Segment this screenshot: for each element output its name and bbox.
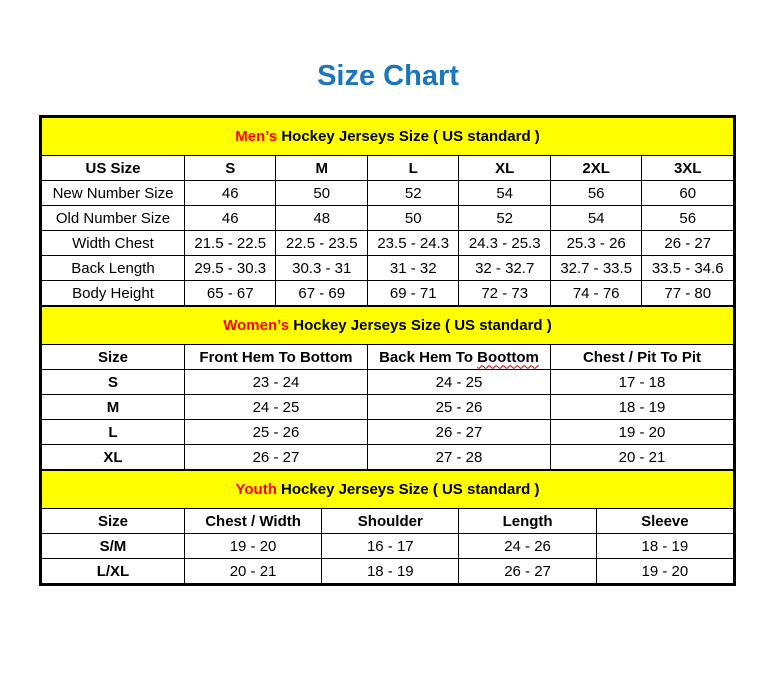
row-label: S (42, 370, 185, 395)
row-label: L/XL (42, 559, 185, 584)
column-header-label: 2XL (582, 159, 610, 177)
section-title-row-youth (42, 471, 734, 509)
row-label: New Number Size (42, 181, 185, 206)
section-title-row-mens (42, 118, 734, 156)
column-header-youth-3 (459, 509, 596, 534)
data-cell: 17 - 18 (550, 370, 733, 395)
data-cell: 54 (459, 181, 550, 206)
header-row-womens (42, 345, 734, 370)
data-cell: 24 - 25 (367, 370, 550, 395)
data-cell: 24 - 26 (459, 534, 596, 559)
data-cell: 32 - 32.7 (459, 256, 550, 281)
data-cell: 21.5 - 22.5 (185, 231, 276, 256)
column-header-label: Back Hem To (379, 348, 478, 366)
data-cell: 56 (550, 181, 641, 206)
table-row-mens-newnumbersize (42, 181, 734, 206)
table-row-womens-s (42, 370, 734, 395)
column-header-label: Sleeve (641, 512, 689, 530)
column-header-label: S (225, 159, 236, 177)
data-cell: 46 (185, 206, 276, 231)
table-row-mens-widthchest (42, 231, 734, 256)
size-chart-tables (39, 115, 736, 586)
data-cell: 22.5 - 23.5 (276, 231, 367, 256)
data-cell: 19 - 20 (596, 559, 733, 584)
column-header-youth-2 (322, 509, 459, 534)
section-title-accent: Women’s (223, 317, 290, 334)
column-header-youth-0 (42, 509, 185, 534)
column-header-womens-2 (367, 345, 550, 370)
section-title-text: Hockey Jerseys Size ( US standard ) (289, 317, 552, 334)
data-cell: 27 - 28 (367, 445, 550, 470)
column-header-mens-2 (276, 156, 367, 181)
data-cell: 18 - 19 (596, 534, 733, 559)
data-cell: 50 (276, 181, 367, 206)
size-table-womens (41, 306, 734, 470)
table-row-mens-bodyheight (42, 281, 734, 306)
column-header-label: Size (97, 348, 128, 366)
header-row-youth (42, 509, 734, 534)
table-row-mens-backlength (42, 256, 734, 281)
header-row-mens (42, 156, 734, 181)
data-cell: 74 - 76 (550, 281, 641, 306)
page-title: Size Chart (317, 60, 459, 92)
column-header-label: US Size (85, 159, 141, 177)
data-cell: 65 - 67 (185, 281, 276, 306)
data-cell: 19 - 20 (184, 534, 321, 559)
column-header-womens-1 (184, 345, 367, 370)
section-title-mens (42, 118, 734, 156)
data-cell: 26 - 27 (184, 445, 367, 470)
size-table-mens (41, 117, 734, 306)
row-label: L (42, 420, 185, 445)
column-header-label: M (315, 159, 328, 177)
section-title-row-womens (42, 307, 734, 345)
column-header-typo: Boottom (477, 348, 539, 366)
column-header-label: Front Hem To Bottom (199, 348, 353, 366)
data-cell: 67 - 69 (276, 281, 367, 306)
data-cell: 48 (276, 206, 367, 231)
column-header-youth-1 (184, 509, 321, 534)
data-cell: 72 - 73 (459, 281, 550, 306)
section-title-womens (42, 307, 734, 345)
section-title-accent: Youth (235, 481, 277, 498)
data-cell: 26 - 27 (459, 559, 596, 584)
table-row-womens-xl (42, 445, 734, 470)
column-header-label: 3XL (673, 159, 702, 177)
data-cell: 52 (367, 181, 458, 206)
data-cell: 30.3 - 31 (276, 256, 367, 281)
data-cell: 56 (642, 206, 734, 231)
column-header-label: L (408, 159, 418, 177)
data-cell: 69 - 71 (367, 281, 458, 306)
data-cell: 32.7 - 33.5 (550, 256, 641, 281)
data-cell: 77 - 80 (642, 281, 734, 306)
data-cell: 26 - 27 (367, 420, 550, 445)
row-label: S/M (42, 534, 185, 559)
data-cell: 46 (185, 181, 276, 206)
data-cell: 18 - 19 (550, 395, 733, 420)
row-label: Body Height (42, 281, 185, 306)
column-header-label: Length (502, 512, 553, 530)
section-title-text: Hockey Jerseys Size ( US standard ) (276, 481, 540, 498)
table-row-mens-oldnumbersize (42, 206, 734, 231)
row-label: Width Chest (42, 231, 185, 256)
column-header-mens-3 (367, 156, 458, 181)
data-cell: 33.5 - 34.6 (642, 256, 734, 281)
column-header-label: Shoulder (357, 512, 423, 530)
row-label: Old Number Size (42, 206, 185, 231)
column-header-womens-0 (42, 345, 185, 370)
data-cell: 25 - 26 (367, 395, 550, 420)
column-header-mens-0 (42, 156, 185, 181)
section-title-text: Hockey Jerseys Size ( US standard ) (277, 128, 540, 145)
section-title-accent: Men’s (235, 128, 278, 145)
column-header-womens-3 (550, 345, 733, 370)
data-cell: 24 - 25 (184, 395, 367, 420)
data-cell: 26 - 27 (642, 231, 734, 256)
data-cell: 20 - 21 (184, 559, 321, 584)
row-label: XL (42, 445, 185, 470)
column-header-youth-4 (596, 509, 733, 534)
data-cell: 25.3 - 26 (550, 231, 641, 256)
data-cell: 50 (367, 206, 458, 231)
table-row-youth-sm (42, 534, 734, 559)
column-header-mens-5 (550, 156, 641, 181)
data-cell: 23.5 - 24.3 (367, 231, 458, 256)
data-cell: 16 - 17 (322, 534, 459, 559)
data-cell: 19 - 20 (550, 420, 733, 445)
column-header-label: Chest / Width (205, 512, 301, 530)
data-cell: 20 - 21 (550, 445, 733, 470)
table-row-womens-l (42, 420, 734, 445)
row-label: Back Length (42, 256, 185, 281)
row-label: M (42, 395, 185, 420)
data-cell: 29.5 - 30.3 (185, 256, 276, 281)
column-header-label: XL (495, 159, 515, 177)
table-row-youth-lxl (42, 559, 734, 584)
column-header-mens-4 (459, 156, 550, 181)
column-header-label: Size (97, 512, 128, 530)
column-header-label: Chest / Pit To Pit (582, 348, 702, 366)
column-header-mens-6 (642, 156, 734, 181)
data-cell: 52 (459, 206, 550, 231)
section-title-youth (42, 471, 734, 509)
table-row-womens-m (42, 395, 734, 420)
data-cell: 31 - 32 (367, 256, 458, 281)
size-table-youth (41, 470, 734, 584)
column-header-mens-1 (185, 156, 276, 181)
data-cell: 23 - 24 (184, 370, 367, 395)
data-cell: 54 (550, 206, 641, 231)
data-cell: 18 - 19 (322, 559, 459, 584)
data-cell: 24.3 - 25.3 (459, 231, 550, 256)
data-cell: 60 (642, 181, 734, 206)
data-cell: 25 - 26 (184, 420, 367, 445)
